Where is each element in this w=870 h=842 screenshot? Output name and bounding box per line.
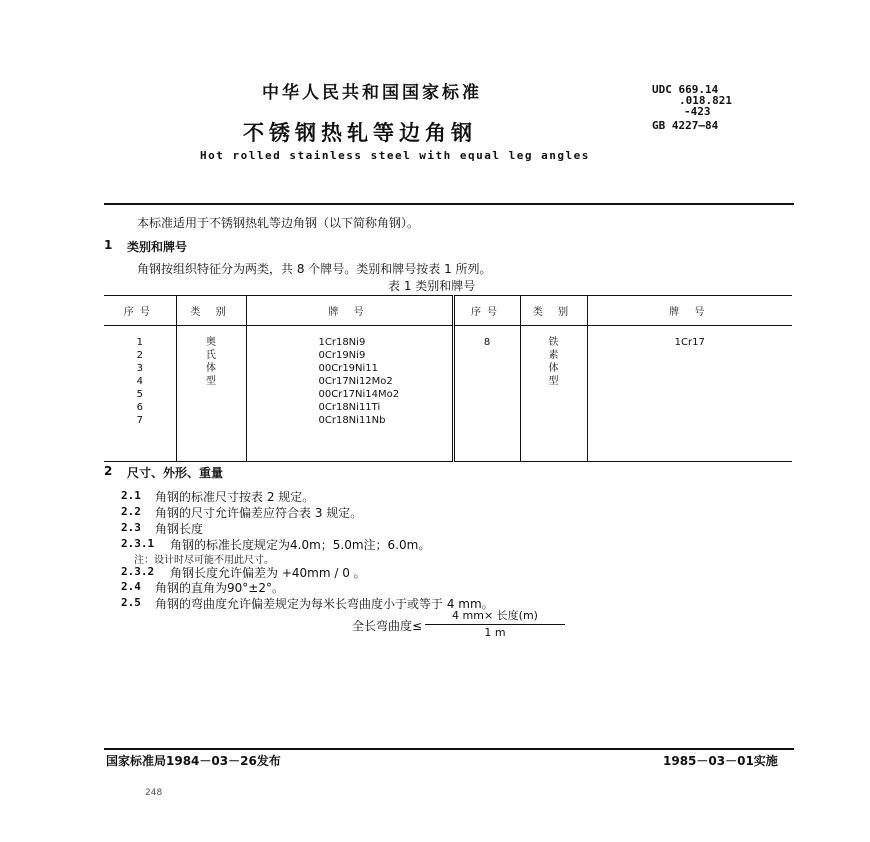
formula-lhs: 全长弯曲度≤ <box>352 619 423 633</box>
standard-org-title: 中华人民共和国国家标准 <box>262 83 482 103</box>
right-grade-column <box>587 326 792 462</box>
clause-text: 角钢长度 <box>155 522 204 536</box>
clause-number: 2.5 <box>121 596 141 609</box>
category-char: 奥 <box>206 337 216 348</box>
grade: 0Cr19Ni9 <box>318 350 366 361</box>
category-char: 素 <box>548 350 559 361</box>
section-1-heading: 类别和牌号 <box>127 240 188 254</box>
table-body-row <box>104 326 792 462</box>
clause-text: 角钢的弯曲度允许偏差规定为每米长弯曲度小于或等于 4 mm。 <box>155 597 494 611</box>
formula-numerator: 4 mm× 长度(m) <box>425 607 565 625</box>
left-category-column <box>176 326 246 462</box>
row-number: 4 <box>136 376 143 387</box>
effective-date: 1985－03－01实施 <box>663 754 778 768</box>
category-char: 体 <box>206 363 216 374</box>
udc-line-1: UDC 669.14 <box>652 83 719 96</box>
clause-number: 2.1 <box>121 489 141 502</box>
clause-text: 角钢长度允许偏差为 +40mm / 0 。 <box>170 566 366 580</box>
header-cell: 类 别 <box>176 296 246 326</box>
left-number-column <box>104 326 176 462</box>
table-header-row <box>104 296 792 326</box>
clause-text: 角钢的直角为90°±2°。 <box>155 581 284 595</box>
right-category-column <box>520 326 587 462</box>
category-char: 体 <box>548 363 559 374</box>
clause-number: 2.3.2 <box>121 565 155 578</box>
grade: 1Cr17 <box>674 337 705 348</box>
section-1-text: 角钢按组织特征分为两类，共 8 个牌号。类别和牌号按表 1 所列。 <box>137 262 492 276</box>
table-1-caption: 表 1 类别和牌号 <box>388 279 476 293</box>
document-title: 不锈钢热轧等边角钢 <box>243 121 477 145</box>
header-cell: 牌 号 <box>246 296 453 326</box>
udc-code <box>652 84 732 117</box>
clause-text: 角钢的标准尺寸按表 2 规定。 <box>155 490 315 504</box>
udc-line-2: .018.821 <box>679 94 732 107</box>
clause-number: 2.2 <box>121 505 141 518</box>
header-cell: 序号 <box>453 296 520 326</box>
row-number: 6 <box>136 402 143 413</box>
header-rule <box>104 203 794 205</box>
english-title: Hot rolled stainless steel with equal leg angles <box>200 149 590 162</box>
section-2-number: 2 <box>104 464 113 478</box>
page-number: 248 <box>145 788 163 798</box>
category-char: 氏 <box>206 350 216 361</box>
row-number: 1 <box>136 337 143 348</box>
section-2-heading: 尺寸、外形、重量 <box>127 466 224 480</box>
category-char: 铁 <box>548 337 559 348</box>
gb-number: GB 4227—84 <box>652 119 719 132</box>
row-number: 3 <box>136 363 143 374</box>
grade: 00Cr19Ni11 <box>318 363 379 374</box>
clause-number: 2.4 <box>121 580 141 593</box>
table-1 <box>104 295 792 462</box>
header-cell: 序号 <box>104 296 176 326</box>
clause-text: 角钢的标准长度规定为4.0m；5.0m注；6.0m。 <box>170 538 431 552</box>
row-number: 2 <box>136 350 143 361</box>
clause-number: 2.3.1 <box>121 537 155 550</box>
formula-denominator: 1 m <box>484 626 506 639</box>
grade: 0Cr17Ni12Mo2 <box>318 376 393 387</box>
grade: 00Cr17Ni14Mo2 <box>318 389 400 400</box>
grade: 0Cr18Ni11Ti <box>318 402 381 413</box>
row-number: 7 <box>136 415 143 426</box>
clause-number: 2.3 <box>121 521 141 534</box>
header-cell: 类 别 <box>520 296 587 326</box>
right-number-column <box>453 326 520 462</box>
header-cell: 牌 号 <box>587 296 792 326</box>
issue-date: 国家标准局1984－03－26发布 <box>106 754 281 768</box>
category-char: 型 <box>206 376 216 387</box>
intro-text: 本标准适用于不锈钢热轧等边角钢（以下简称角钢）。 <box>137 216 420 230</box>
grade: 1Cr18Ni9 <box>318 337 366 348</box>
left-grade-column <box>246 326 453 462</box>
footer-rule <box>104 748 794 750</box>
grade: 0Cr18Ni11Nb <box>318 415 386 426</box>
udc-line-3: -423 <box>684 105 711 118</box>
section-1-number: 1 <box>104 238 113 252</box>
clause-text: 角钢的尺寸允许偏差应符合表 3 规定。 <box>155 506 363 520</box>
category-char: 型 <box>548 376 559 387</box>
note-text: 注：设计时尽可能不用此尺寸。 <box>134 555 274 566</box>
row-number: 5 <box>136 389 143 400</box>
row-number: 8 <box>483 337 491 348</box>
